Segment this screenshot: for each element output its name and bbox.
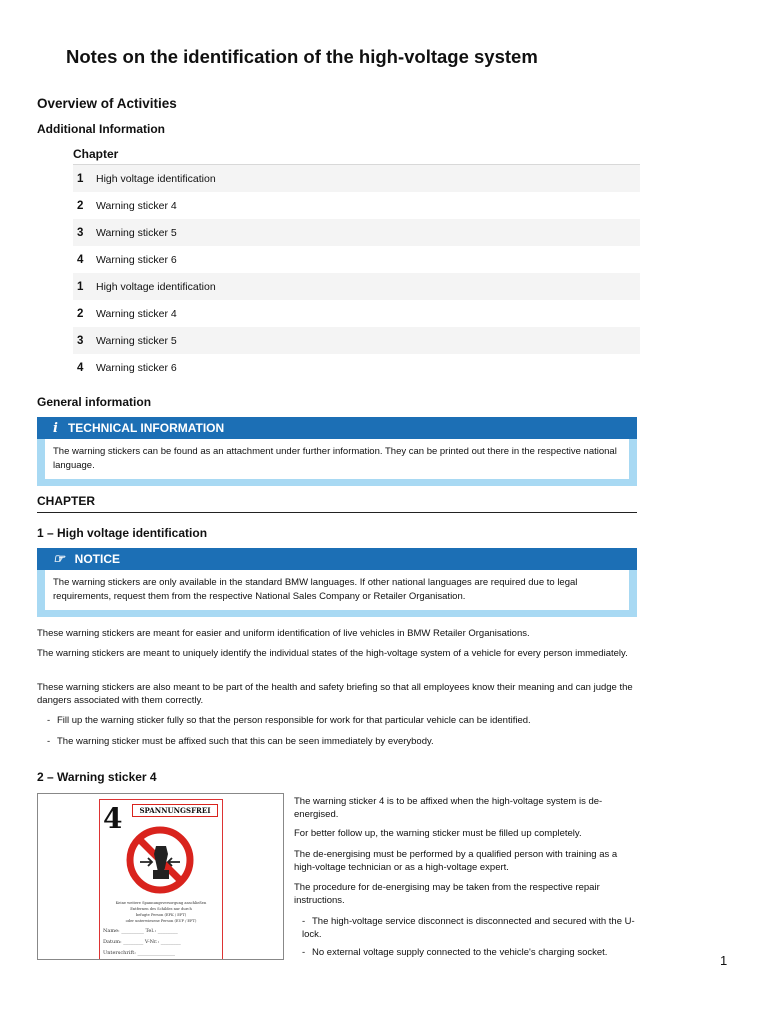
chapter-num: 4	[77, 253, 84, 266]
chapter-row[interactable]	[73, 165, 640, 192]
chapter-label: High voltage identification	[96, 172, 216, 185]
paragraph: These warning stickers are also meant to be part of the health and safety briefing so that all employees know their meaning and can judge the dangers associated with them correctly.	[37, 682, 633, 706]
notice-title: NOTICE	[74, 552, 120, 566]
name-label: Name:	[103, 928, 120, 934]
bullet-text: The warning sticker must be affixed such that this can be seen immediately by everybody.	[57, 736, 434, 747]
chapter-num: 4	[77, 361, 84, 374]
general-info-heading: General information	[37, 395, 152, 409]
chapter-label: Warning sticker 4	[96, 307, 177, 320]
chapter-num: 1	[77, 280, 84, 293]
notice-header	[37, 548, 637, 570]
chapter-table	[73, 147, 640, 381]
chapter-label: Warning sticker 5	[96, 226, 177, 239]
page-title: Notes on the identification of the high-voltage system	[66, 46, 538, 67]
chapter-num: 1	[77, 172, 84, 185]
overview-heading: Overview of Activities	[37, 96, 177, 111]
technical-info-box	[37, 417, 637, 486]
chapter-heading: CHAPTER	[37, 494, 637, 513]
paragraph: The procedure for de-energising may be taken from the respective repair instructions.	[294, 882, 600, 906]
bullet-text: The high-voltage service disconnect is disconnected and secured with the U-lock.	[302, 916, 635, 940]
notice-text: The warning stickers are only available in the standard BMW languages. If other national languages are required due to legal requirements, request them from the respective National Sales Company or Retailer Organisation.	[45, 570, 629, 610]
chapter-row[interactable]	[73, 354, 640, 381]
sticker-line: Entfernen des Schildes nur durch	[130, 907, 192, 911]
chapter-num: 3	[77, 226, 84, 239]
sticker-line: befugte Person (EFK / EFT)	[135, 913, 187, 917]
sticker-form: Name: _________ Tel.: ________ Datum: ________ V-Nr.: ________ Unterschrift: _______________	[103, 928, 181, 956]
chapter-row[interactable]	[73, 273, 640, 300]
paragraph: The de-energising must be performed by a qualified person with training as a high-voltage technician or as a high-voltage expert.	[294, 849, 618, 873]
paragraph: The warning sticker 4 is to be affixed when the high-voltage system is de-energised.	[294, 796, 603, 820]
bullet-item: - The warning sticker must be affixed such that this can be seen immediately by everybody.	[47, 736, 434, 747]
prohibition-sign-icon	[122, 824, 198, 896]
bullet-text: No external voltage supply connected to the vehicle's charging socket.	[312, 947, 608, 957]
warning-sticker	[99, 799, 223, 960]
chapter-table-header: Chapter	[73, 147, 640, 165]
date-label: Datum:	[103, 939, 122, 945]
pointing-hand-icon: ☞	[53, 551, 65, 567]
chapter-label: Warning sticker 4	[96, 199, 177, 212]
chapter-label: High voltage identification	[96, 280, 216, 293]
bullet-text: Fill up the warning sticker fully so that the person responsible for work for that particular vehicle can be identified.	[57, 715, 531, 726]
technical-info-header	[37, 417, 637, 439]
warning-sticker-image	[37, 793, 284, 960]
chapter-row[interactable]	[73, 327, 640, 354]
chapter-row[interactable]	[73, 219, 640, 246]
bullet-item: - The high-voltage service disconnect is disconnected and secured with the U-lock.	[302, 916, 635, 940]
chapter-row[interactable]	[73, 300, 640, 327]
chapter-label: Warning sticker 6	[96, 361, 177, 374]
technical-info-title: TECHNICAL INFORMATION	[67, 421, 225, 435]
sticker-instructions	[102, 900, 220, 924]
chapter-label: Warning sticker 6	[96, 253, 177, 266]
chapter-num: 3	[77, 334, 84, 347]
notice-box	[37, 548, 637, 617]
section-2-heading: 2 – Warning sticker 4	[37, 770, 157, 784]
info-icon: i	[53, 420, 58, 436]
vno-label: V-Nr.:	[144, 939, 160, 945]
chapter-label: Warning sticker 5	[96, 334, 177, 347]
chapter-row[interactable]	[73, 192, 640, 219]
clipped-bullet	[290, 945, 650, 957]
paragraph: The warning stickers are meant to uniquely identify the individual states of the high-voltage system of a vehicle for every person immediately.	[37, 648, 628, 659]
sticker-number: 4	[103, 802, 123, 835]
chapter-row[interactable]	[73, 246, 640, 273]
chapter-num: 2	[77, 307, 84, 320]
technical-info-text: The warning stickers can be found as an attachment under further information. They can be printed out there in the respective national language.	[45, 439, 629, 479]
sticker-line: oder unterwiesene Person (EUP / EFT)	[125, 919, 197, 923]
bullet-item: - No external voltage supply connected to the vehicle's charging socket.	[302, 947, 608, 957]
paragraph: These warning stickers are meant for easier and uniform identification of live vehicles in BMW Retailer Organisations.	[37, 628, 530, 639]
paragraph: For better follow up, the warning sticker must be filled up completely.	[294, 828, 582, 839]
chapter-num: 2	[77, 199, 84, 212]
page-number: 1	[720, 953, 728, 968]
sticker-line: Keine weitere Spannungsversorgung anschließen	[115, 901, 207, 905]
tel-label: Tel.:	[145, 928, 157, 934]
sticker-banner: SPANNUNGSFREI	[132, 804, 218, 817]
section-1-heading: 1 – High voltage identification	[37, 526, 208, 540]
signature-label: Unterschrift:	[103, 950, 136, 956]
bullet-item: - Fill up the warning sticker fully so that the person responsible for work for that particular vehicle can be identified.	[47, 715, 531, 726]
additional-info-heading: Additional Information	[37, 122, 165, 136]
